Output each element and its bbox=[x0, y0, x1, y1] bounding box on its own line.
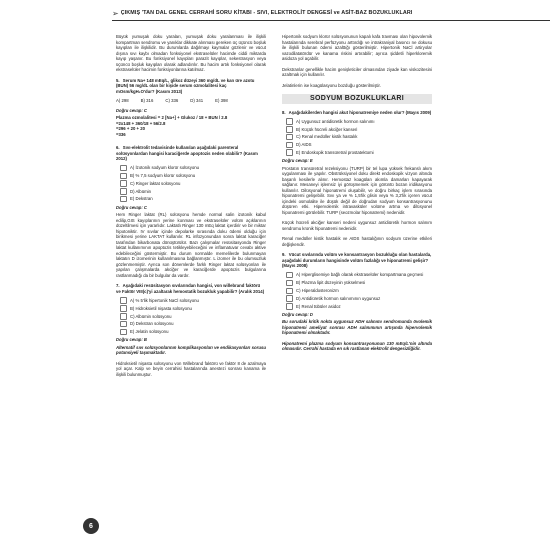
correct-answer: Doğru cevap: E bbox=[282, 158, 313, 164]
option-e: E) Endoskopik transüretral prostatektomi bbox=[286, 150, 432, 155]
option-b: B) % 7,5 sodyum klorür solüsyonu bbox=[120, 173, 266, 178]
arrow-icon: ➢ bbox=[112, 8, 119, 18]
correct-answer: Doğru cevap: D bbox=[282, 311, 313, 317]
option-a: A) Uygunsuz antidiüretik hormon salınımı bbox=[286, 119, 432, 124]
explanation-paragraph: Hidroksietil nişasta solüsyonu von Willebrand faktörü ve faktör 8 de azalmaya yol açar. Kalp ve beyin cerrahisi hastalarında anestezi sonrası kanama ile ilişkili bulunmuştur. bbox=[116, 360, 266, 377]
question-number: 7. bbox=[116, 283, 120, 289]
checkbox-icon bbox=[286, 288, 293, 295]
checkbox-icon bbox=[120, 188, 127, 195]
option-d: D) 341 bbox=[190, 98, 204, 103]
checkbox-icon bbox=[286, 280, 293, 287]
left-column bbox=[116, 34, 266, 382]
checkbox-icon bbox=[120, 173, 127, 180]
formula-line: Plazma ozmolalitesi = 2 [Na+] + Glukoz / 18 + BUN / 2.8 bbox=[116, 115, 228, 120]
checkbox-icon bbox=[120, 165, 127, 172]
checkbox-icon bbox=[120, 180, 127, 187]
checkbox-icon bbox=[120, 313, 127, 320]
option-d: D) Dekstran solüsyonu bbox=[120, 322, 266, 327]
checkbox-icon bbox=[120, 321, 127, 328]
explanation-paragraph: Hem Ringer laktat (RL) solüsyonu hemde normal salin izotonik kabul edilip,GIS kayıplarının yerine konması ve ekstraselüler volüm açıklarının düzeltilmesi için yararlıdır. Laktatlı Ringer 130 mEq laktat içerdirir ve bir miktar hipotoniktir. IV sıvılar içinde depolarke sırasında doku ödemi olduğu için birikmesi yerine LAKTAT kullanılır. RL infüzyonundan sonra laktat karaciğer tarafından bikarbonata dönüştürülür. Bazı çalışmalar resüsitasyonda Ringer laktat kullanımının apoptozis tetikleyebileceğini ve inflamatuvar cevabı aktive edebileceğini göstermiştir. Bu durum normalde memelilerde bulunmayan laktatın D izomerinin kullanılmasına bağlanmıştır. L izomer ile bu olumsuzluk gözlenmemiştir. Ayrıca son dönemlerde farklı Ringer laktat solüsyonları ile yapılan çalışmalarda akciğer ve karaciğerde apoptozis bulgularına rastlanmadığı da bir bulgular da vardır. bbox=[116, 212, 266, 278]
header-title: ÇIKMIŞ 'TAN DAL GENEL CERRAHİ SORU KİTABI - SIVI, ELEKTROLİT DENGESİ ve ASİT-BAZ BOZUKLUKLARI bbox=[120, 10, 413, 16]
checkbox-icon bbox=[120, 196, 127, 203]
checkbox-icon bbox=[286, 149, 293, 156]
answer-options bbox=[116, 98, 266, 104]
correct-answer: Doğru cevap: B bbox=[116, 337, 147, 343]
running-header bbox=[112, 6, 550, 20]
question-text: Sıvı-elektrolit tedavisinde kullanılan aşağıdaki parenteral solüsyonlardan hangisi karaciğerde apoptozis neden olabilir? (Kasım 2012) bbox=[116, 145, 258, 161]
option-a: A) 298 bbox=[116, 98, 129, 103]
checkbox-icon bbox=[286, 295, 293, 302]
checkbox-icon bbox=[286, 126, 293, 133]
option-e: E) 398 bbox=[215, 98, 228, 103]
question-8 bbox=[282, 110, 432, 248]
right-intro-paragraph: Hipertonik sodyum klorür solüsyonunun kapalı kafa travması olan hipovolemik hastalarında serebral perfüzyonu arttırdığı ve intrakraniyal basıncı ne dokusu ile ilişkili bulunan ödemi azalttığı gösterilmiştir. Hipertonik NaCl artiryolar vazodilatatördür ve kanama riskini artırabilir; ayrıca şiddetli hiperkloremik asidoza yol açabilir. bbox=[282, 34, 432, 61]
option-c: C) 336 bbox=[165, 98, 179, 103]
bold-note: Hiponatremi plazma sodyum konsantrasyonunun 130 mEq/L'nin altında olmasıdır. Cerrahi hastada en sık rastlanan elektrolit dengesizliğidir. bbox=[282, 340, 432, 352]
page-number-badge: 6 bbox=[83, 518, 99, 534]
option-b: B) 316 bbox=[140, 98, 154, 103]
checkbox-icon bbox=[120, 329, 127, 336]
checkbox-icon bbox=[286, 134, 293, 141]
checkbox-icon bbox=[286, 303, 293, 310]
checkbox-icon bbox=[286, 272, 293, 279]
option-c: C) Hiperaldosteronizm bbox=[286, 288, 432, 293]
explanation-paragraph: Prostatın transüretral rezeksiyonu (TURP) bir tel lupa yüksek frekanslı akım uygulanması ile yapılır. Obstrüksiyonel doku direkt endoskopik vizyon altında başarılı kesilerle alınır. Hemostaz koagülan akımla damarları kapayarak sağlanır. Mesaneyi işlemsiz iyi görüşmemek için görüntü bozan iridikasyonu kullanılır. Dilüsyonal hiponatremi oluşabilir, ve doğru birkaç işlem sırasında hiponatremi gelişebilir. Sıvı ya ve % 1,5'lik glisin veya % 3,2'lik içeren vücut içindeki osmolalite ile düşük değil de doğrudan sodyum konsantrasyonunu düşüren etki. Hipervolemik intravasküler volüme artma ve dilüsyonel hiponatremi görülebilir. TURP (seozmolar hiponatremi) nedenidir. bbox=[282, 165, 432, 215]
option-a: A) % 5'lik hipertonik NaCl solüsyonu bbox=[120, 298, 266, 303]
option-d: D) Albümin bbox=[120, 189, 266, 194]
option-b: B) Hidroksietil nişasta solüsyonu bbox=[120, 306, 266, 311]
question-text: Aşağıdaki resüsitasyon sıvılarından hangisi, von willebrand faktörü ve Faktör VIII(c)'yi azaltarak hemostatik bozukluk yapabilir? (Aralık 2014) bbox=[116, 283, 265, 294]
correct-answer: Doğru cevap: C bbox=[116, 204, 147, 210]
question-number: 6. bbox=[116, 145, 120, 150]
option-b: B) Küçük hücreli akciğer kanseri bbox=[286, 127, 432, 132]
question-number: 8. bbox=[282, 109, 286, 115]
option-c: C) Albümin solüsyonu bbox=[120, 314, 266, 319]
question-9 bbox=[282, 252, 432, 352]
section-heading: SODYUM BOZUKLUKLARI bbox=[282, 94, 432, 104]
right-column bbox=[282, 34, 432, 357]
header-rule bbox=[112, 20, 550, 21]
question-text: Vücut sıvılarında volüm ve konsantrasyon bozukluğu olan hastalarda, aşağıdaki durumların hangisinde volüm fazlalığı ve hiponatremi gelişir? (Mayıs 2008) bbox=[282, 252, 432, 269]
question-text: Serum Na+ 148 mEq/L, glikoz düzeyi 360 mg/dL ve kan üre azotu (BUN) 56 mg/dL olan bir kişide serum ozmolalitesi kaç mOsm/kgH₂O'dur? (Kasım 2013) bbox=[116, 77, 255, 94]
question-7 bbox=[116, 283, 266, 377]
option-c: C) Renal medüller kistik hastalık bbox=[286, 135, 432, 140]
question-number: 5. bbox=[116, 77, 120, 83]
gelatin-paragraph: Jelatinlerin ise koagülasyonu bozduğu gösterilmiştir. bbox=[282, 82, 381, 88]
left-intro-paragraph: Büyük yumuşak doku yaraları, yumuşak doku yaralanması ile ilişkili kompartman sendromu ve yanıklar dikkate alınması gereken üç üçüncü boşluk kayıpları ile ilişkilidir. Bu durumlarda dağılmayı kaymalar gözlenir ve vücut dışına sıvı kaybı olmadan fonksiyonel ekstraselüler hacimde ciddi miktarda kayıp yaşanır. Bu fonksiyonel kayıpları parazit kayıplar, sekestrasyon veya üçüncü boşluk kayıpları olarak adlandırılır. Bu hacim artık fonksiyonel olarak ekstraselüler hacimin fonksiyonlarına katılmaz. bbox=[116, 34, 266, 72]
option-b: B) Plazma lipit düzeyinin yükselmesi bbox=[286, 280, 432, 285]
checkbox-icon bbox=[120, 297, 127, 304]
checkbox-icon bbox=[286, 118, 293, 125]
question-number: 9. bbox=[282, 252, 286, 258]
checkbox-icon bbox=[286, 142, 293, 149]
option-c: C) Ringer laktat solüsyonu bbox=[120, 181, 266, 186]
option-e: E) Renal tübüler asidoz bbox=[286, 304, 432, 309]
option-d: D) AIDS bbox=[286, 142, 432, 147]
formula-line: =2x148 + 360/18 + 56/2.8 bbox=[116, 120, 166, 126]
bold-note: Alternatif sıvı solüsyonlarının komplikasyonları ve endikasyonları sorusu potansiyeli taşımaktadır. bbox=[116, 344, 266, 356]
dextran-paragraph: Dekstranlar genellikle hacim genişleticiler olmasından ziyade kan viskozitesini azaltmak için kullanılır. bbox=[282, 66, 432, 77]
option-e: E) Jelatin solüsyonu bbox=[120, 329, 266, 334]
explanation-paragraph: Renal medüller kistik hastalık ve AIDS hastalığının sodyum üzerine etkileri değişkendir. bbox=[282, 236, 432, 247]
formula-line: =296 + 20 + 20 bbox=[116, 126, 146, 131]
bold-note: Bu sorudaki kritik nokta uygunsuz ADH salınımı sendromunda övolemik hiponatremi ameliyat sonrası ADH salınımının artışında hipervolemik hiponatremi olmaktadır. bbox=[282, 319, 432, 336]
option-e: E) Dekstran bbox=[120, 197, 266, 202]
question-text: Aşağıdakilerden hangisi akut hiponatremiye neden olur? (Mayıs 2009) bbox=[288, 109, 432, 115]
explanation-paragraph: Küçük hücreli akciğer kanseri nedeni uygunsuz antidiüretik hormon salınım sendromu kronik hiponatremi nedenidir. bbox=[282, 220, 432, 231]
option-a: A) Hiperglisemiye bağlı olarak ekstraselüler kompartmana geçmesi bbox=[286, 273, 432, 278]
option-d: D) Antidiüretik hormon salınımının uygunsuz bbox=[286, 296, 432, 301]
correct-answer: Doğru cevap: C bbox=[116, 107, 147, 113]
checkbox-icon bbox=[120, 305, 127, 312]
option-a: A) İzotonik sodyum klorür solüsyonu bbox=[120, 166, 266, 171]
question-5 bbox=[116, 78, 266, 138]
question-6 bbox=[116, 145, 266, 278]
formula-line: =336 bbox=[116, 131, 126, 137]
